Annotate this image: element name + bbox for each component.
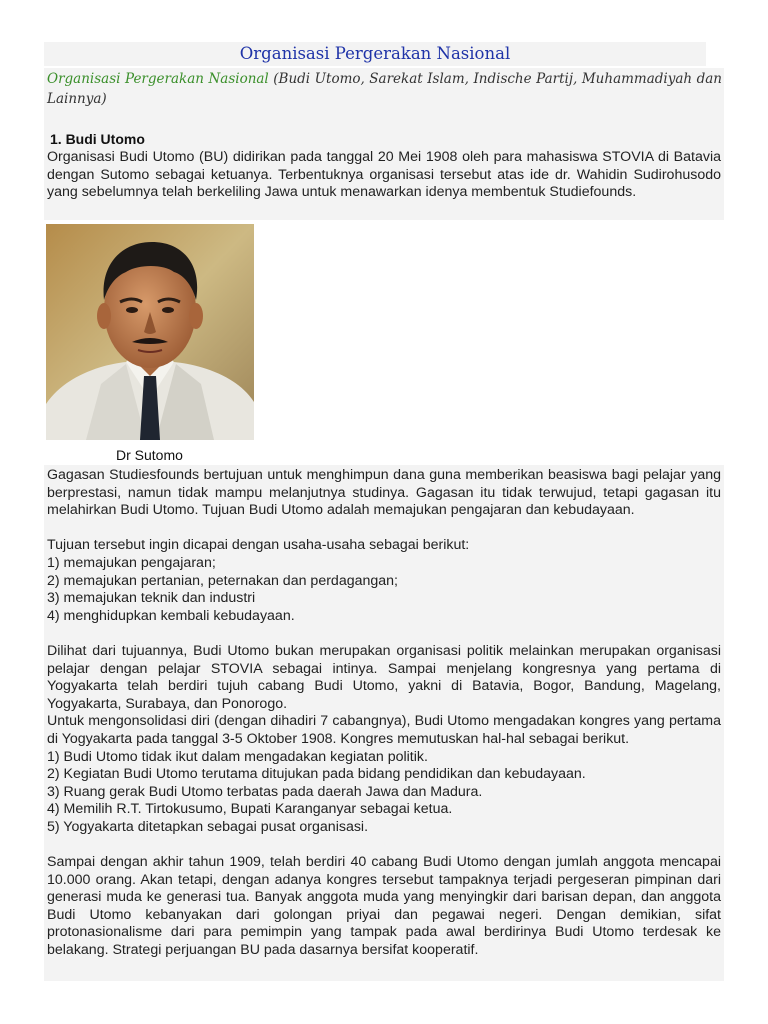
intro-section bbox=[44, 68, 724, 220]
paragraph-purpose: Dilihat dari tujuannya, Budi Utomo bukan merupakan organisasi politik melainkan merupakan organisasi pelajar dengan pelajar STOVIA sebagai intinya. Sampai menjelang kongresnya yang pertama di Yogyakarta telah berdiri tujuh cabang Budi Utomo, yakni di Batavia, Bogor, Bandung, Magelang, Yogyakarta, Surabaya, dan Ponorogo. bbox=[47, 642, 721, 712]
paragraph-studiefounds: Gagasan Studiesfounds bertujuan untuk menghimpun dana guna memberikan beasiswa bagi pelajar yang berprestasi, namun tidak mampu melanjutnya studinya. Gagasan itu tidak terwujud, tetapi gagasan itu melahirkan Budi Utomo. Tujuan Budi Utomo adalah memajukan pengajaran dan kebudayaan. bbox=[47, 467, 721, 519]
portrait-illustration bbox=[46, 224, 254, 440]
paragraph-growth: Sampai dengan akhir tahun 1909, telah berdiri 40 cabang Budi Utomo dengan jumlah anggota mencapai 10.000 orang. Akan tetapi, dengan adanya kongres tersebut tampaknya terjadi pergeseran pimpinan dari generasi muda ke generasi tua. Banyak anggota muda yang menyingkir dari barisan depan, dan anggota Budi Utomo kebanyakan dari golongan priyai dan pegawai negeri. Dengan demikian, sifat protonasionalisme dari para pemimpin yang tampak pada awal berdirinya Budi Utomo terdesak ke belakang. Strategi perjuangan BU pada dasarnya bersifat kooperatif. bbox=[47, 854, 721, 959]
intro-paragraph: Organisasi Budi Utomo (BU) didirikan pada tanggal 20 Mei 1908 oleh para mahasiswa STOVIA di Batavia dengan Sutomo sebagai ketuanya. Terbentuknya organisasi tersebut atas ide dr. Wahidin Sudirohusodo yang sebelumnya telah berkeliling Jawa untuk menawarkan idenya membentuk Studiefounds. bbox=[47, 149, 721, 201]
page-title: Organisasi Pergerakan Nasional bbox=[239, 44, 511, 63]
main-body-section bbox=[44, 465, 724, 981]
list-item: 1) Budi Utomo tidak ikut dalam mengadakan kegiatan politik. bbox=[47, 748, 428, 765]
subtitle-rest: (Budi Utomo, Sarekat Islam, Indische Partij, Muhammadiyah dan Lainnya) bbox=[47, 71, 722, 107]
paragraph-congress: Untuk mengonsolidasi diri (dengan dihadiri 7 cabangnya), Budi Utomo mengadakan kongres yang pertama di Yogyakarta pada tanggal 3-5 Oktober 1908. Kongres memutuskan hal-hal sebagai berikut. bbox=[47, 713, 721, 747]
subtitle-link[interactable]: Organisasi Pergerakan Nasional bbox=[47, 71, 269, 87]
subtitle bbox=[47, 70, 722, 109]
list-item: 2) Kegiatan Budi Utomo terutama ditujukan pada bidang pendidikan dan kebudayaan. bbox=[47, 766, 586, 783]
photo-caption: Dr Sutomo bbox=[116, 447, 183, 463]
portrait-dr-sutomo bbox=[46, 224, 254, 440]
goals-intro: Tujuan tersebut ingin dicapai dengan usaha-usaha sebagai berikut: bbox=[47, 537, 470, 554]
body-content bbox=[47, 467, 721, 960]
list-item: 5) Yogyakarta ditetapkan sebagai pusat organisasi. bbox=[47, 818, 369, 835]
list-item: 2) memajukan pertanian, peternakan dan perdagangan; bbox=[47, 572, 398, 589]
list-item: 4) menghidupkan kembali kebudayaan. bbox=[47, 607, 295, 624]
list-item: 3) Ruang gerak Budi Utomo terbatas pada daerah Jawa dan Madura. bbox=[47, 783, 483, 800]
list-item: 3) memajukan teknik dan industri bbox=[47, 590, 256, 607]
page-title-bar bbox=[44, 42, 706, 66]
list-item: 1) memajukan pengajaran; bbox=[47, 554, 216, 571]
list-item: 4) Memilih R.T. Tirtokusumo, Bupati Karanganyar sebagai ketua. bbox=[47, 801, 453, 818]
section-heading-budi-utomo: 1. Budi Utomo bbox=[50, 131, 145, 147]
